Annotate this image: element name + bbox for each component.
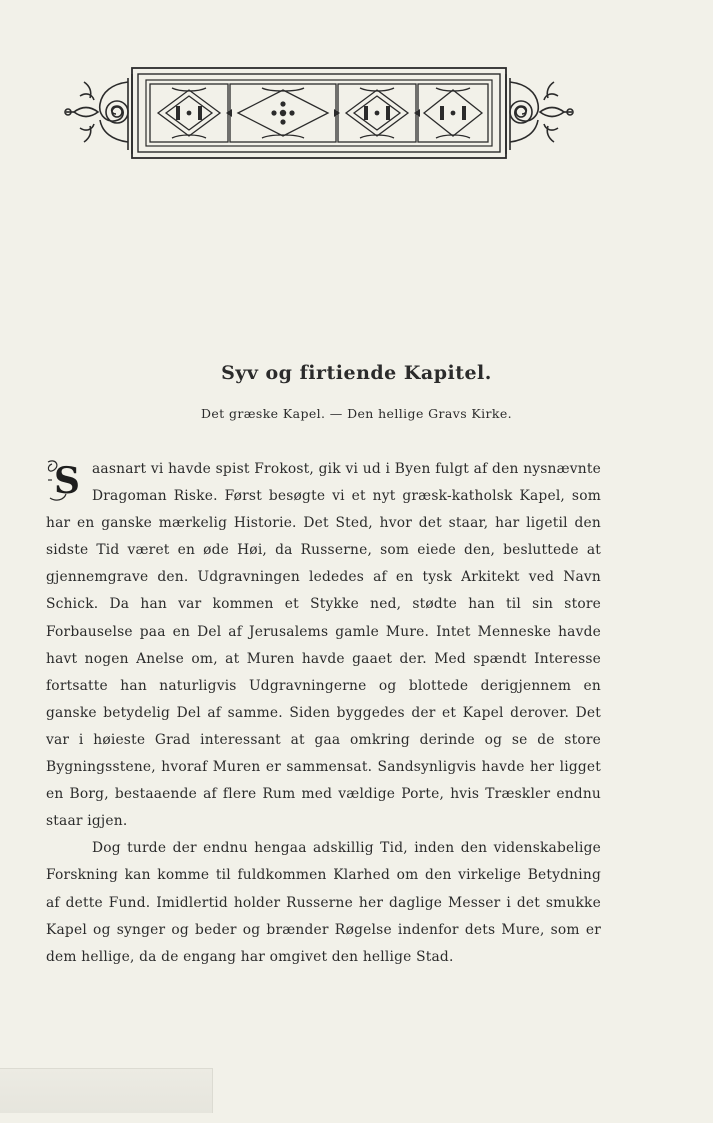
chapter-title: Syv og firtiende Kapitel. (221, 362, 492, 384)
decorative-header-ornament (62, 62, 576, 162)
initial-letter: S (54, 460, 81, 502)
decorated-initial (46, 458, 84, 504)
paragraph-1 (46, 456, 601, 835)
chapter-subtitle: Det græske Kapel. — Den hellige Gravs Kirke. (200, 406, 513, 421)
page-corner-shadow (0, 1068, 213, 1113)
chapter-body (46, 456, 601, 971)
paragraph-1-text: aasnart vi havde spist Frokost, gik vi ud i Byen fulgt af den nysnævnte Dragoman Riske. Først besøgte vi et nyt græsk-katholsk Kapel, som har en ganske mærkelig Historie. Det Sted, hvor det staar, har ligetil den sidste Tid været en øde Høi, da Russerne, som eiede den, besluttede at gjennemgrave den. Udgravningen lededes af en tysk Arkitekt ved Navn Schick. Da han var kommen et Stykke ned, stødte han til sin store Forbauselse paa en Del af Jerusalems gamle Mure. Intet Menneske havde havt nogen Anelse om, at Muren havde gaaet der. Med spændt Interesse fortsatte han naturligvis Udgravningerne og blottede derigjennem en ganske betydelig Del af samme. Siden byggedes der et Kapel derover. Det var i høieste Grad interessant at gaa omkring derinde og se de store Bygningsstene, hvoraf Muren er sammensat. Sandsynligvis havde her ligget en Borg, bestaaende af flere Rum med vældige Porte, hvis Træskler endnu staar igjen. (46, 461, 601, 830)
paragraph-2: Dog turde der endnu hengaa adskillig Tid, inden den videnskabelige Forskning kan komme til fuldkommen Klarhed om den virkelige Betydning af dette Fund. Imidlertid holder Russerne her daglige Messer i det smukke Kapel og synger og beder og brænder Røgelse indenfor dets Mure, som er dem hellige, da de engang har omgivet den hellige Stad. (46, 840, 601, 965)
